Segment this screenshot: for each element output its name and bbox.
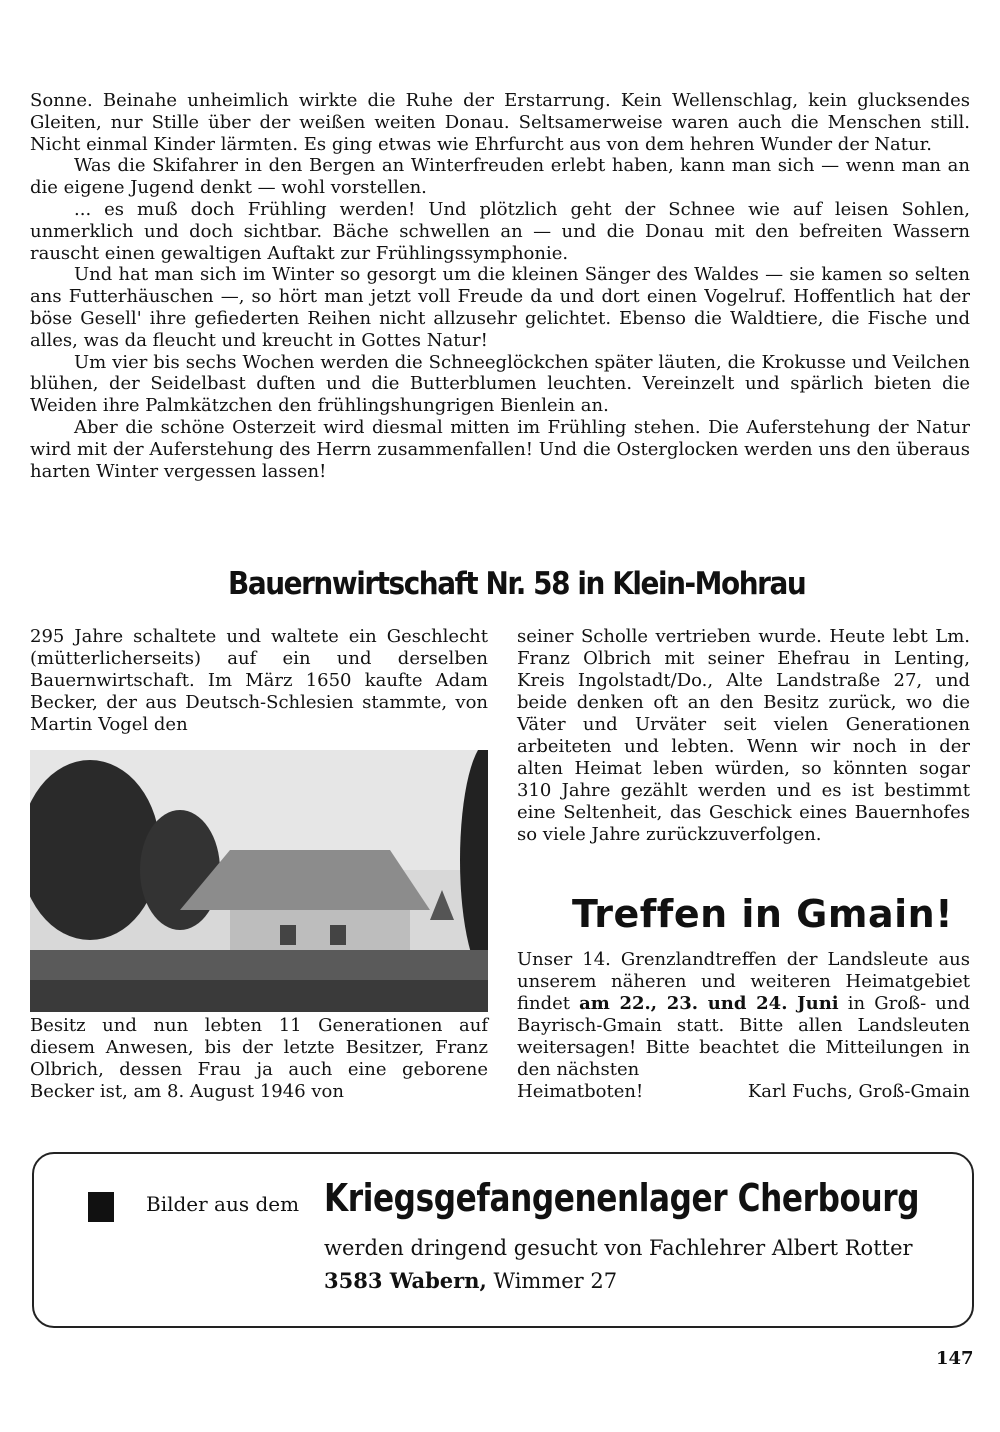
ad-subline: werden dringend gesucht von Fachlehrer Albert Rotter [324, 1236, 913, 1260]
text: Unser 14. Grenzlandtreffen der Landsleute aus unserem näheren und weiteren Heimatgebiet findet [517, 949, 970, 1014]
postcode: 3583 Wabern, [324, 1268, 487, 1293]
article-title-treffen: Treffen in Gmain! [572, 892, 954, 936]
paragraph: Sonne. Beinahe unheimlich wirkte die Ruhe der Erstarrung. Kein Wellenschlag, kein glucksendes Gleiten, nur Stille über der weißen weiten Donau. Seltsamerweise waren auch die Menschen still. Nicht einmal Kinder lärmten. Es ging etwas wie Ehrfurcht aus von dem hehren Wunder der Natur. [30, 90, 970, 155]
paragraph: Was die Skifahrer in den Bergen an Winterfreuden erlebt haben, kann man sich — wenn man an die eigene Jugend denkt — wohl vorstellen. [30, 155, 970, 199]
signature-line [517, 1081, 970, 1103]
ad-prefix: Bilder aus dem [146, 1192, 300, 1216]
article1-column-left-bottom [30, 1015, 488, 1103]
article1-column-right [517, 626, 970, 846]
farmhouse-photo-illustration [30, 750, 488, 1012]
paragraph: Aber die schöne Osterzeit wird diesmal mitten im Frühling stehen. Die Auferstehung der Natur wird mit der Auferstehung des Herrn zusammenfallen! Und die Osterglocken werden uns den überaus harten Winter vergessen lassen! [30, 416, 970, 482]
ad-headline: Kriegsgefangenenlager Cherbourg [324, 1176, 920, 1220]
text: Heimatboten! [517, 1081, 644, 1102]
article1-column-left-top [30, 626, 488, 736]
article-title-bauernwirtschaft: Bauernwirtschaft Nr. 58 in Klein-Mohrau [228, 566, 806, 602]
advertisement-box [32, 1152, 974, 1328]
signature: Karl Fuchs, Groß-Gmain [747, 1081, 970, 1102]
article2-body [517, 949, 970, 1103]
paragraph: seiner Scholle vertrieben wurde. Heute lebt Lm. Franz Olbrich mit seiner Ehefrau in Lenting, Kreis Ingolstadt/Do., Alte Landstraße 27, und beide denken oft an den Besitz zurück, wo die Väter und Urväter seit vielen Generationen arbeiteten und lebten. Wenn wir noch in der alten Heimat leben würden, so könnten sogar 310 Jahre gezählt werden und es ist bestimmt eine Seltenheit, das Geschick eines Bauernhofes so viele Jahre zurückzuverfolgen. [517, 626, 970, 845]
paragraph: Und hat man sich im Winter so gesorgt um die kleinen Sänger des Waldes — sie kamen so selten ans Futterhäuschen —, so hört man jetzt voll Freude da und dort einen Vogelruf. Hoffentlich hat der böse Gesell' ihre gefiederten Reihen nicht allzusehr gelichtet. Ebenso die Waldtiere, die Fische und alles, was da fleucht und kreucht in Gottes Natur! [30, 264, 970, 351]
intro-text [30, 90, 970, 482]
paragraph: ... es muß doch Frühling werden! Und plötzlich geht der Schnee wie auf leisen Sohlen, unmerklich und doch sichtbar. Bäche schwellen an — und die Donau mit den befreiten Wassern rauscht einen gewaltigen Auftakt zur Frühlingssymphonie. [30, 198, 970, 264]
farmhouse-photo [30, 750, 488, 1012]
paragraph: 295 Jahre schaltete und waltete ein Geschlecht (mütterlicherseits) auf ein und derselben Bauernwirtschaft. Im März 1650 kaufte Adam Becker, der aus Deutsch-Schlesien stammte, von Martin Vogel den [30, 626, 488, 735]
text: in Groß- und Bayrisch-Gmain statt. Bitte allen Landsleuten weitersagen! Bitte beachtet die Mitteilungen in den nächsten [517, 993, 970, 1080]
page-number: 147 [936, 1348, 974, 1369]
black-square-icon [88, 1192, 114, 1222]
paragraph [517, 949, 970, 1081]
ad-address [324, 1268, 617, 1293]
paragraph: Besitz und nun lebten 11 Generationen auf diesem Anwesen, bis der letzte Besitzer, Franz Olbrich, dessen Frau ja auch eine geborene Becker ist, am 8. August 1946 von [30, 1015, 488, 1102]
street: Wimmer 27 [493, 1269, 618, 1293]
event-dates: am 22., 23. und 24. Juni [579, 993, 839, 1014]
paragraph: Um vier bis sechs Wochen werden die Schneeglöckchen später läuten, die Krokusse und Veilchen blühen, der Seidelbast duften und die Butterblumen leuchten. Vereinzelt und spärlich bieten die Weiden ihre Palmkätzchen den frühlingshungrigen Bienlein an. [30, 351, 970, 417]
